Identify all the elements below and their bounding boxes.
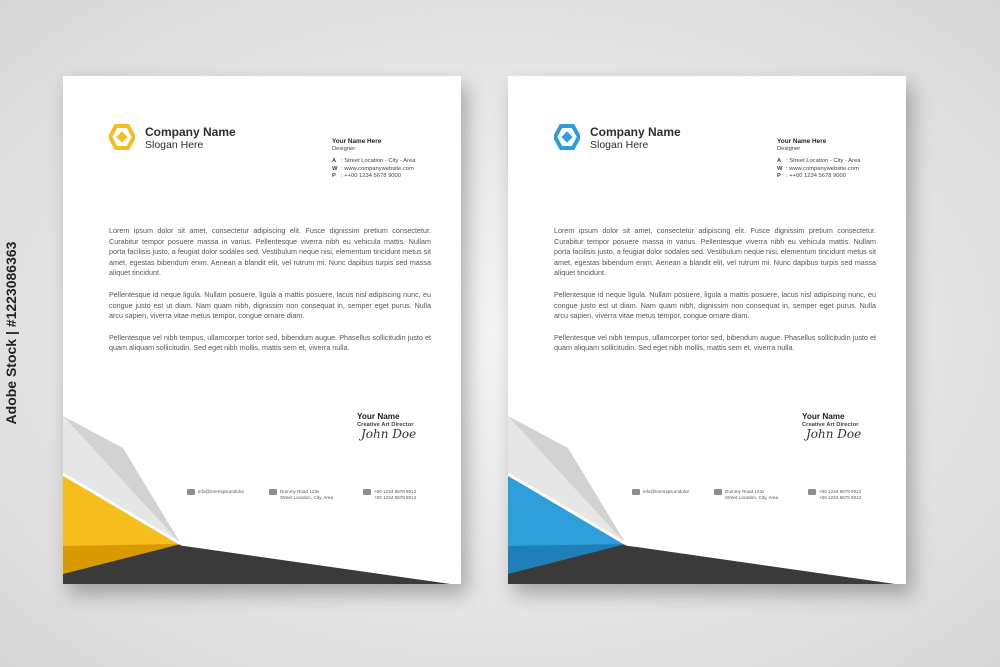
company-name: Company Name — [590, 125, 681, 139]
paragraph: Lorem ipsum dolor sit amet, consectetur adipiscing elit. Fusce dignissim pretium consectetur. Curabitur tempor posuere massa in varius. Pellentesque viverra nibh eu vehicula mattis. Nullam porta facilisis justo, a feugiat dolor sodales sed. Vestibulum neque nisi, elementum tincidunt metus sit amet, egestas bibendum enim. Aenean a blandit elit, vel rutrum mi. Nunc dapibus turpis sed massa aliquet tincidunt. — [554, 226, 876, 278]
paragraph: Pellentesque vel nibh tempus, ullamcorper tortor sed, bibendum augue. Phasellus sollicitudin justo et quam aliquam sollicitudin. Sed eget nibh mollis, mattis sem et, viverra nulla. — [109, 332, 431, 353]
signature-block — [357, 412, 457, 441]
signer-name: Your Name — [802, 412, 845, 421]
mail-icon — [187, 489, 195, 495]
footer-contacts: info@loremipsumdolor Dummy Road 123x Street Location, City, Area +00 1234 5678 9012 +00 1234 5678 9012 — [187, 489, 447, 505]
signature-block — [802, 412, 902, 441]
letter-body — [109, 226, 431, 365]
info-row-phone: P : ++00 1234 5678 9000 — [777, 173, 846, 180]
info-role: Designer — [777, 145, 801, 152]
mail-icon — [632, 489, 640, 495]
footer-contacts: info@loremipsumdolor Dummy Road 123x Street Location, City, Area +00 1234 5678 9012 +00 1234 5678 9012 — [632, 489, 892, 505]
info-row-phone: P : ++00 1234 5678 9000 — [332, 173, 401, 180]
letter-body — [554, 226, 876, 365]
signer-title: Creative Art Director — [802, 422, 859, 428]
phone-icon — [363, 489, 371, 495]
info-row-address: A : Street Location - City - Area — [332, 158, 416, 165]
info-row-website: W : www.companywebsite.com — [332, 165, 414, 172]
handwritten-signature: John Doe — [361, 427, 417, 441]
contact-info-block — [777, 138, 860, 181]
paragraph: Pellentesque id neque ligula. Nullam posuere, ligula a mattis posuere, lacus nisl adipiscing nunc, eu congue justo est ut diam. Nam quam nibh, dignissim non consequat in, semper eget purus. Nulla arcu sapien, viverra vitae metus tempor, congue ornare diam. — [554, 289, 876, 321]
info-name: Your Name Here — [332, 138, 382, 145]
info-name: Your Name Here — [777, 138, 827, 145]
hexagon-logo-icon — [109, 124, 135, 150]
location-icon — [269, 489, 277, 495]
letterhead-page-yellow — [63, 76, 461, 584]
company-slogan: Slogan Here — [145, 139, 204, 151]
stock-id-text: Adobe Stock | #1223086363 — [3, 241, 19, 425]
company-name: Company Name — [145, 125, 236, 139]
signer-name: Your Name — [357, 412, 400, 421]
signer-title: Creative Art Director — [357, 422, 414, 428]
contact-info-block — [332, 138, 415, 181]
info-row-website: W : www.companywebsite.com — [777, 165, 859, 172]
location-icon — [714, 489, 722, 495]
paragraph: Lorem ipsum dolor sit amet, consectetur adipiscing elit. Fusce dignissim pretium consectetur. Curabitur tempor posuere massa in varius. Pellentesque viverra nibh eu vehicula mattis. Nullam porta facilisis justo, a feugiat dolor sodales sed. Vestibulum neque nisi, elementum tincidunt metus sit amet, egestas bibendum enim. Aenean a blandit elit, vel rutrum mi. Nunc dapibus turpis sed massa aliquet tincidunt. — [109, 226, 431, 278]
paragraph: Pellentesque id neque ligula. Nullam posuere, ligula a mattis posuere, lacus nisl adipiscing nunc, eu congue justo est ut diam. Nam quam nibh, dignissim non consequat in, semper eget purus. Nulla arcu sapien, viverra vitae metus tempor, congue ornare diam. — [109, 289, 431, 321]
handwritten-signature: John Doe — [806, 427, 862, 441]
paragraph: Pellentesque vel nibh tempus, ullamcorper tortor sed, bibendum augue. Phasellus sollicitudin justo et quam aliquam sollicitudin. Sed eget nibh mollis, mattis sem et, viverra nulla. — [554, 332, 876, 353]
letterhead-page-blue — [508, 76, 906, 584]
info-role: Designer — [332, 145, 356, 152]
info-row-address: A : Street Location - City - Area — [777, 158, 861, 165]
phone-icon — [808, 489, 816, 495]
hexagon-logo-icon — [554, 124, 580, 150]
company-slogan: Slogan Here — [590, 139, 649, 151]
